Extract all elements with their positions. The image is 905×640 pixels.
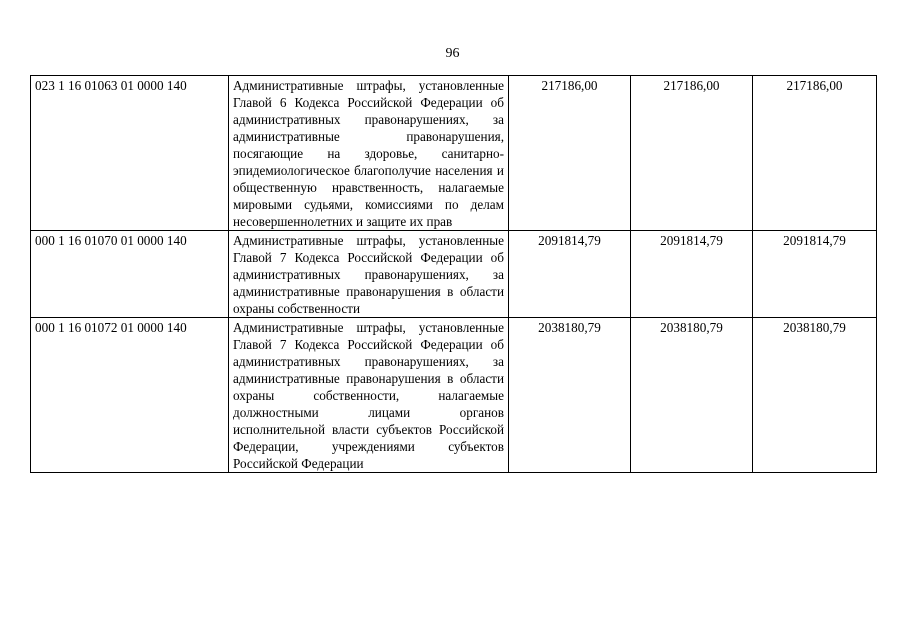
amount-year-1: 217186,00 — [509, 76, 631, 231]
amount-year-3: 217186,00 — [753, 76, 877, 231]
amount-year-3: 2091814,79 — [753, 231, 877, 318]
budget-revenue-table — [30, 75, 877, 473]
table-row — [31, 231, 877, 318]
amount-year-2: 2038180,79 — [631, 318, 753, 473]
budget-classification-code: 000 1 16 01072 01 0000 140 — [31, 318, 229, 473]
amount-year-2: 2091814,79 — [631, 231, 753, 318]
revenue-description: Административные штрафы, установленные Главой 6 Кодекса Российской Федерации об административных правонарушениях, за административные правонарушения, посягающие на здоровье, санитарно-эпидемиологическое благополучие населения и общественную нравственность, налагаемые мировыми судьями, комиссиями по делам несовершеннолетних и защите их прав — [229, 76, 509, 231]
budget-classification-code: 000 1 16 01070 01 0000 140 — [31, 231, 229, 318]
page-number: 96 — [445, 46, 460, 61]
budget-classification-code: 023 1 16 01063 01 0000 140 — [31, 76, 229, 231]
amount-year-2: 217186,00 — [631, 76, 753, 231]
amount-year-1: 2038180,79 — [509, 318, 631, 473]
table-row — [31, 318, 877, 473]
amount-year-1: 2091814,79 — [509, 231, 631, 318]
revenue-description: Административные штрафы, установленные Главой 7 Кодекса Российской Федерации об административных правонарушениях, за административные правонарушения в области охраны собственности, налагаемые должностными лицами органов исполнительной власти субъектов Российской Федерации, учреждениями субъектов Российской Федерации — [229, 318, 509, 473]
amount-year-3: 2038180,79 — [753, 318, 877, 473]
table-row — [31, 76, 877, 231]
revenue-description: Административные штрафы, установленные Главой 7 Кодекса Российской Федерации об административных правонарушениях, за административные правонарушения в области охраны собственности — [229, 231, 509, 318]
